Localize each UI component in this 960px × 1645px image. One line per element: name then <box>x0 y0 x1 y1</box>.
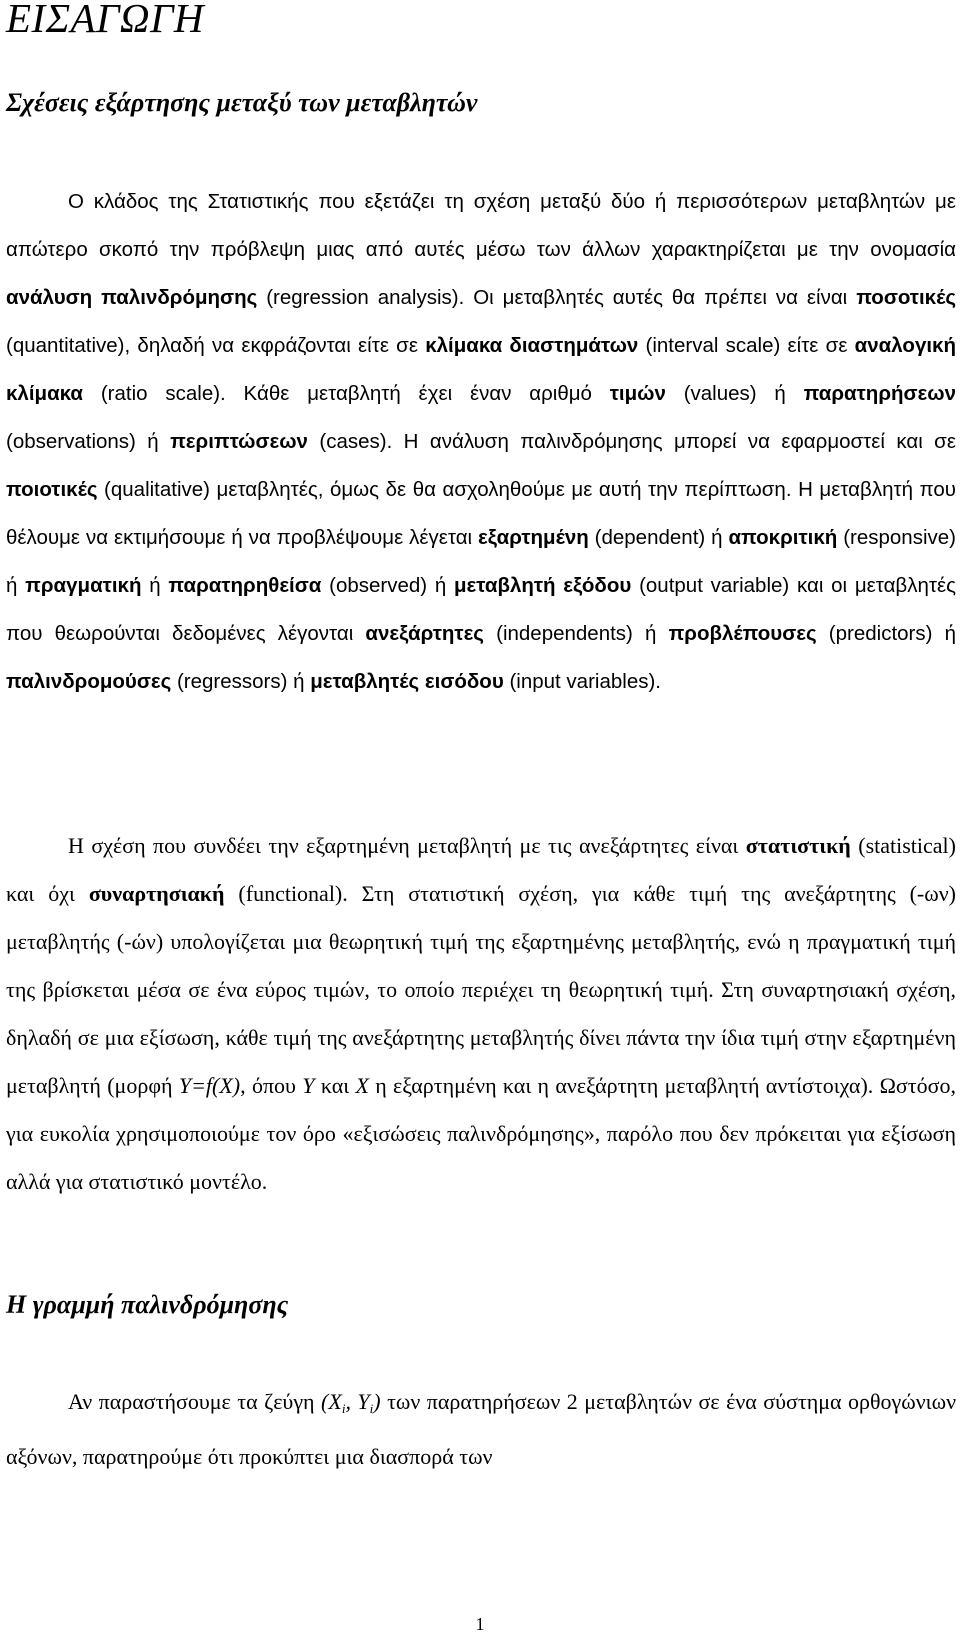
formula: Y=f(X) <box>178 1073 241 1098</box>
bold-term: ανεξάρτητες <box>365 622 484 645</box>
text-run: (values) ή <box>665 382 804 405</box>
text-run: (quantitative), δηλαδή να εκφράζονται είτε σε <box>6 334 426 357</box>
bold-term: παλινδρομούσες <box>6 670 172 693</box>
text-run: (qualitative) μεταβλητές, όμως δε θα ασχοληθούμε με αυτή την περίπτωση. Η μεταβλητή που θέλουμε να εκτιμήσουμε ή να προβλέψουμε λέγεται <box>6 478 956 549</box>
bold-term: μεταβλητές εισόδου <box>310 670 504 693</box>
text-run: (responsive) ή <box>6 526 956 597</box>
text-run: (observations) ή <box>6 430 171 453</box>
page-number: 1 <box>475 1614 485 1634</box>
text-run: η εξαρτημένη και η ανεξάρτητη μεταβλητή αντίστοιχα). Ωστόσο, για ευκολία χρησιμοποιούμε τον όρο «εξισώσεις παλινδρόμησης», παρόλο που δεν πρόκειται για εξίσωση αλλά για στατιστικό μοντέλο. <box>6 1073 956 1194</box>
text-run: Η σχέση που συνδέει την εξαρτημένη μεταβλητή με τις ανεξάρτητες είναι <box>68 833 746 858</box>
text-run: (input variables). <box>503 670 661 693</box>
text-run: (functional). Στη στατιστική σχέση, για κάθε τιμή της ανεξάρτητης (-ων) μεταβλητής (-ών) υπολογίζεται μια θεωρητική τιμή της εξαρτημένης μεταβλητής, ενώ η πραγματική τιμή της βρίσκεται μέσα σε ένα εύρος τιμών, το οποίο περιέχει τη θεωρητική τιμή. Στη συναρτησιακή σχέση, δηλαδή σε μια εξίσωση, κάθε τιμή της ανεξάρτητης μεταβλητής δίνει πάντα την ίδια τιμή στην εξαρτημένη μεταβλητή (μορφή <box>6 881 956 1098</box>
bold-term: παρατηρηθείσα <box>168 574 322 597</box>
text-run: των παρατηρήσεων 2 μεταβλητών σε ένα σύστημα ορθογώνιων αξόνων, παρατηρούμε ότι προκύπτει μια διασπορά των <box>6 1389 957 1469</box>
bold-term: περιπτώσεων <box>170 430 308 453</box>
text-run: Αν παραστήσουμε τα ζεύγη <box>68 1389 322 1414</box>
pair-notation <box>321 1389 381 1414</box>
bold-term: ποσοτικές <box>856 286 956 309</box>
bold-term: ανάλυση παλινδρόμησης <box>6 286 258 309</box>
text-run: , όπου <box>240 1073 303 1098</box>
text-run: (regression analysis). Οι μεταβλητές αυτές θα πρέπει να είναι <box>257 286 857 309</box>
text-run: (interval scale) είτε σε <box>638 334 855 357</box>
bold-term: μεταβλητή εξόδου <box>454 574 632 597</box>
subscript: i <box>369 1401 374 1416</box>
text-run: (regressors) ή <box>171 670 311 693</box>
bold-term: συναρτησιακή <box>88 881 225 906</box>
bold-term: προβλέπουσες <box>668 622 817 645</box>
text-run: (dependent) ή <box>588 526 729 549</box>
section-heading-regression-line: Η γραμμή παλινδρόμησης <box>6 1290 289 1319</box>
page-title: ΕΙΣΑΓΩΓΗ <box>6 0 205 41</box>
variable-y: Y <box>357 1389 370 1414</box>
text-run: Ο κλάδος της Στατιστικής που εξετάζει τη σχέση μεταξύ δύο ή περισσότερων μεταβλητών με απώτερο σκοπό την πρόβλεψη μιας από αυτές μέσω των άλλων χαρακτηρίζεται με την ονομασία <box>6 190 956 261</box>
paren: ( <box>321 1389 329 1414</box>
bold-term: εξαρτημένη <box>478 526 589 549</box>
text-run: ή <box>141 574 169 597</box>
section-heading-dependence: Σχέσεις εξάρτησης μεταξύ των μεταβλητών <box>6 88 478 117</box>
variable-x: X <box>328 1389 342 1414</box>
paragraph-statistical-relation <box>6 822 956 1206</box>
paren: ) <box>373 1389 381 1414</box>
bold-term: αναλογική κλίμακα <box>6 334 957 405</box>
variable: Y <box>302 1073 315 1098</box>
bold-term: παρατηρήσεων <box>803 382 956 405</box>
text-run: (predictors) ή <box>816 622 956 645</box>
paragraph-regression-intro <box>6 178 956 706</box>
bold-term: τιμών <box>609 382 666 405</box>
text-run: (observed) ή <box>321 574 454 597</box>
text-run: (statistical) και όχι <box>6 833 956 906</box>
text-run: (cases). Η ανάλυση παλινδρόμησης μπορεί να εφαρμοστεί και σε <box>307 430 956 453</box>
bold-term: ποιοτικές <box>6 478 98 501</box>
variable: X <box>355 1073 369 1098</box>
bold-term: πραγματική <box>25 574 142 597</box>
bold-term: κλίμακα διαστημάτων <box>425 334 639 357</box>
comma: , <box>345 1389 358 1414</box>
subscript: i <box>341 1401 346 1416</box>
paragraph-scatter-intro <box>6 1378 956 1481</box>
text-run: (output variable) και οι μεταβλητές που θεωρούνται δεδομένες λέγονται <box>6 574 956 645</box>
text-run: (independents) ή <box>483 622 669 645</box>
bold-term: αποκριτική <box>728 526 838 549</box>
bold-term: στατιστική <box>745 833 851 858</box>
text-run: και <box>314 1073 356 1098</box>
text-run: (ratio scale). Κάθε μεταβλητή έχει έναν αριθμό <box>83 382 610 405</box>
